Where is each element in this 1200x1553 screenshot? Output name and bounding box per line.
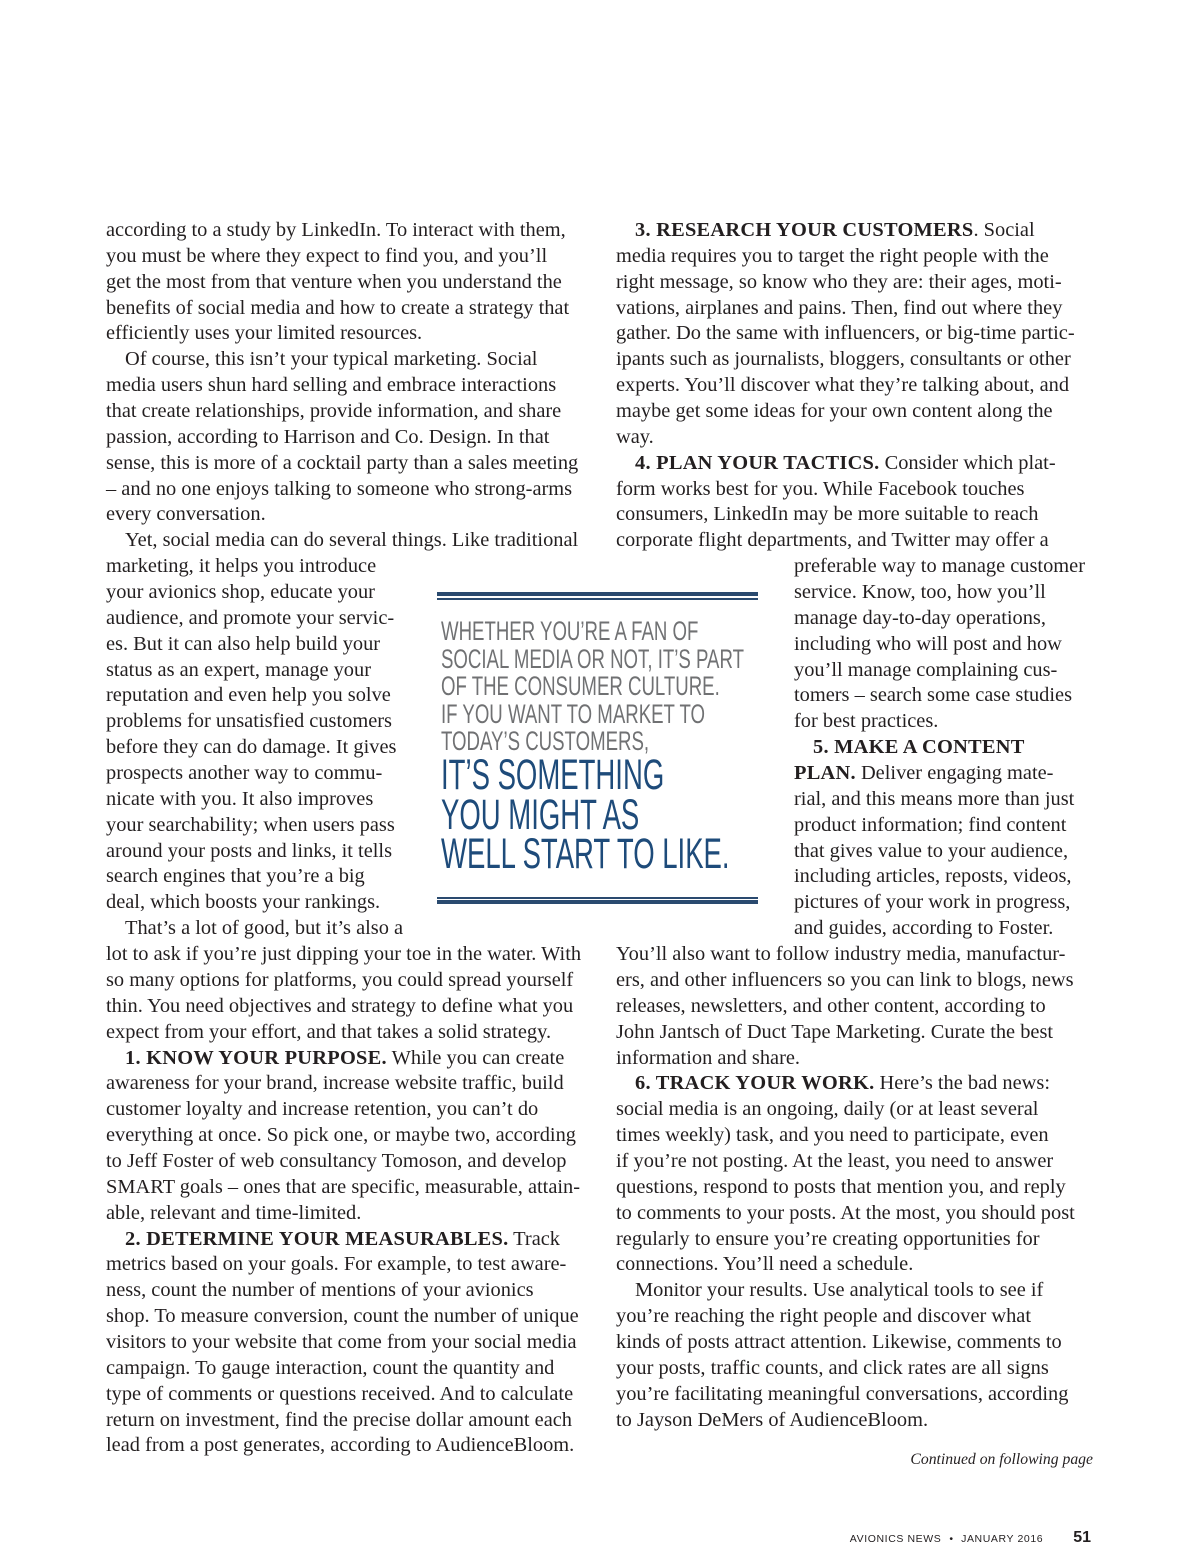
- text-line: [616, 399, 1106, 425]
- line-text: pictures of your work in progress,: [794, 891, 1071, 914]
- line-text: your searchability; when users pass: [106, 813, 395, 836]
- line-text: ipants such as journalists, bloggers, consultants or other: [616, 348, 1071, 371]
- pull-quote: [437, 592, 758, 904]
- line-text: metrics based on your goals. For example, to test aware-: [106, 1253, 567, 1276]
- text-line: [616, 916, 1106, 942]
- text-line: [616, 1097, 1106, 1123]
- line-text: visitors to your website that come from your social media: [106, 1330, 577, 1353]
- text-line: [616, 1252, 1106, 1278]
- text-line: [616, 1123, 1106, 1149]
- pull-quote-emphasis: [441, 751, 758, 878]
- line-text: expect from your effort, and that takes a solid strategy.: [106, 1020, 552, 1043]
- page-footer: [850, 1529, 1091, 1548]
- line-text: Deliver engaging mate-: [855, 762, 1054, 785]
- paragraph: [616, 1071, 1106, 1278]
- text-line: [616, 1201, 1106, 1227]
- line-text: nicate with you. It also improves: [106, 787, 374, 810]
- section-heading: 2. DETERMINE YOUR MEASURABLES.: [125, 1227, 509, 1250]
- line-text: your posts, traffic counts, and click rates are all signs: [616, 1356, 1049, 1379]
- text-line: [106, 270, 596, 296]
- pull-quote-bottom-rule: [437, 900, 758, 904]
- text-line: [106, 1304, 596, 1330]
- line-text: releases, newsletters, and other content, according to: [616, 994, 1046, 1017]
- text-line: [106, 244, 596, 270]
- line-text: problems for unsatisfied customers: [106, 710, 392, 733]
- text-line: [106, 218, 596, 244]
- line-text: including articles, reposts, videos,: [794, 865, 1072, 888]
- text-line: [616, 1020, 1106, 1046]
- text-line: [106, 1201, 596, 1227]
- line-text: for best practices.: [794, 710, 939, 733]
- section-heading: 1. KNOW YOUR PURPOSE.: [125, 1046, 387, 1069]
- line-text: Monitor your results. Use analytical tools to see if: [635, 1279, 1044, 1302]
- pull-quote-line: SOCIAL MEDIA OR NOT, IT’S PART: [441, 643, 744, 674]
- text-line: [106, 1278, 596, 1304]
- line-text: efficiently uses your limited resources.: [106, 322, 423, 345]
- text-line: [106, 994, 596, 1020]
- text-line: [616, 1356, 1106, 1382]
- section-heading: 5. MAKE A CONTENT: [813, 736, 1025, 759]
- text-line: [106, 554, 596, 580]
- line-text: form works best for you. While Facebook touches: [616, 477, 1025, 500]
- text-line: [106, 1149, 596, 1175]
- line-text: search engines that you’re a big: [106, 865, 365, 888]
- line-text: consumers, LinkedIn may be more suitable to reach: [616, 503, 1039, 526]
- line-text: You’ll also want to follow industry media, manufactur-: [616, 943, 1066, 966]
- line-text: marketing, it helps you introduce: [106, 555, 377, 578]
- text-line: [106, 1382, 596, 1408]
- text-line: [106, 1408, 596, 1434]
- line-text: way.: [616, 425, 654, 448]
- line-text: rial, and this means more than just: [794, 787, 1075, 810]
- paragraph: [106, 347, 596, 528]
- line-text: around your posts and links, it tells: [106, 839, 393, 862]
- pull-quote-line: OF THE CONSUMER CULTURE.: [441, 671, 720, 701]
- text-line: [616, 218, 1106, 244]
- line-text: every conversation.: [106, 503, 266, 526]
- pull-quote-emphasis-line: IT’S SOMETHING: [441, 751, 665, 799]
- line-text: Here’s the bad news:: [874, 1072, 1050, 1095]
- line-text: so many options for platforms, you could spread yourself: [106, 968, 574, 991]
- pull-quote-line: TODAY’S CUSTOMERS,: [441, 726, 650, 756]
- line-text: you’re reaching the right people and discover what: [616, 1305, 1032, 1328]
- text-line: [616, 1408, 1106, 1434]
- page-number: 51: [1073, 1529, 1091, 1546]
- text-line: [616, 554, 1106, 580]
- line-text: While you can create: [386, 1046, 565, 1069]
- line-text: reputation and even help you solve: [106, 684, 391, 707]
- text-line: [106, 347, 596, 373]
- line-text: able, relevant and time-limited.: [106, 1201, 362, 1224]
- text-line: [106, 968, 596, 994]
- line-text: passion, according to Harrison and Co. Design. In that: [106, 425, 550, 448]
- footer-separator: •: [949, 1533, 954, 1545]
- paragraph: [106, 916, 596, 1045]
- line-text: questions, respond to posts that mention you, and reply: [616, 1175, 1066, 1198]
- pull-quote-emphasis-line: YOU MIGHT AS: [441, 790, 640, 839]
- text-line: [106, 425, 596, 451]
- text-line: [106, 1356, 596, 1382]
- line-text: That’s a lot of good, but it’s also a: [125, 917, 404, 940]
- line-text: to Jeff Foster of web consultancy Tomoson, and develop: [106, 1149, 567, 1172]
- line-text: status as an expert, manage your: [106, 658, 371, 681]
- paragraph: [616, 1278, 1106, 1433]
- paragraph: [106, 1046, 596, 1227]
- line-text: media users shun hard selling and embrace interactions: [106, 374, 557, 397]
- line-text: experts. You’ll discover what they’re talking about, and: [616, 374, 1070, 397]
- line-text: corporate flight departments, and Twitter may offer a: [616, 529, 1049, 552]
- text-line: [616, 1071, 1106, 1097]
- line-text: audience, and promote your servic-: [106, 606, 395, 629]
- line-text: return on investment, find the precise dollar amount each: [106, 1408, 572, 1431]
- line-text: sense, this is more of a cocktail party than a sales meeting: [106, 451, 579, 474]
- text-line: [106, 1020, 596, 1046]
- pull-quote-top-rule: [437, 592, 758, 596]
- line-text: campaign. To gauge interaction, count the quantity and: [106, 1356, 555, 1379]
- line-text: ness, count the number of mentions of your avionics: [106, 1279, 534, 1302]
- line-text: Consider which plat-: [879, 451, 1056, 474]
- text-line: [106, 1252, 596, 1278]
- line-text: awareness for your brand, increase website traffic, build: [106, 1072, 564, 1095]
- line-text: manage day-to-day operations,: [794, 606, 1046, 629]
- continued-note: Continued on following page: [910, 1451, 1093, 1468]
- line-text: John Jantsch of Duct Tape Marketing. Curate the best: [616, 1020, 1054, 1043]
- text-line: [616, 477, 1106, 503]
- line-text: including who will post and how: [794, 632, 1062, 655]
- line-text: you must be where they expect to find you, and you’ll: [106, 244, 548, 267]
- text-line: [106, 1330, 596, 1356]
- text-line: [106, 528, 596, 554]
- paragraph: [106, 1227, 596, 1460]
- pull-quote-top-hairline: [437, 598, 758, 600]
- text-line: [616, 296, 1106, 322]
- text-line: [106, 1433, 596, 1459]
- line-text: Of course, this isn’t your typical marketing. Social: [125, 348, 538, 371]
- pull-quote-emphasis-line: WELL START TO LIKE.: [441, 830, 730, 878]
- text-line: [106, 321, 596, 347]
- text-line: [106, 296, 596, 322]
- text-line: [106, 1175, 596, 1201]
- line-text: es. But it can also help build your: [106, 632, 381, 655]
- line-text: and guides, according to Foster.: [794, 917, 1054, 940]
- text-line: [106, 399, 596, 425]
- text-line: [106, 942, 596, 968]
- line-text: regularly to ensure you’re creating opportunities for: [616, 1227, 1040, 1250]
- line-text: type of comments or questions received. And to calculate: [106, 1382, 574, 1405]
- line-text: kinds of posts attract attention. Likewise, comments to: [616, 1330, 1062, 1353]
- line-text: information and share.: [616, 1046, 801, 1069]
- text-line: [106, 1071, 596, 1097]
- text-line: [616, 1227, 1106, 1253]
- line-text: that create relationships, provide information, and share: [106, 400, 562, 423]
- text-line: [616, 528, 1106, 554]
- line-text: preferable way to manage customer: [794, 555, 1085, 578]
- section-heading: 4. PLAN YOUR TACTICS.: [635, 451, 880, 474]
- line-text: social media is an ongoing, daily (or at least several: [616, 1098, 1039, 1121]
- text-line: [106, 477, 596, 503]
- text-line: [616, 994, 1106, 1020]
- line-text: according to a study by LinkedIn. To interact with them,: [106, 219, 566, 241]
- text-line: [616, 1278, 1106, 1304]
- text-line: [616, 451, 1106, 477]
- line-text: lead from a post generates, according to AudienceBloom.: [106, 1434, 575, 1457]
- line-text: SMART goals – ones that are specific, measurable, attain-: [106, 1175, 581, 1198]
- line-text: customer loyalty and increase retention, you can’t do: [106, 1098, 539, 1121]
- text-line: [616, 1330, 1106, 1356]
- line-text: gather. Do the same with influencers, or big-time partic-: [616, 322, 1075, 345]
- line-text: lot to ask if you’re just dipping your toe in the water. With: [106, 943, 582, 966]
- line-text: . Social: [973, 219, 1035, 241]
- paragraph: [616, 218, 1106, 451]
- line-text: product information; find content: [794, 813, 1067, 836]
- line-text: to Jayson DeMers of AudienceBloom.: [616, 1408, 929, 1431]
- text-line: [616, 1304, 1106, 1330]
- text-line: [616, 1382, 1106, 1408]
- line-text: service. Know, too, how you’ll: [794, 581, 1046, 604]
- issue-date: JANUARY 2016: [961, 1533, 1044, 1545]
- text-line: [616, 1149, 1106, 1175]
- line-text: get the most from that venture when you understand the: [106, 270, 562, 293]
- text-line: [106, 1227, 596, 1253]
- section-heading: PLAN.: [794, 762, 856, 785]
- pull-quote-bottom-hairline: [437, 897, 758, 899]
- text-line: [616, 968, 1106, 994]
- line-text: ers, and other influencers so you can link to blogs, news: [616, 968, 1074, 991]
- line-text: you’ll manage complaining cus-: [794, 658, 1058, 681]
- line-text: vations, airplanes and pains. Then, find out where they: [616, 296, 1063, 319]
- line-text: times weekly) task, and you need to participate, even: [616, 1124, 1049, 1147]
- line-text: – and no one enjoys talking to someone who strong-arms: [106, 477, 573, 500]
- pull-quote-lead: [441, 618, 758, 756]
- text-line: [106, 373, 596, 399]
- pull-quote-line: WHETHER YOU’RE A FAN OF: [441, 616, 699, 646]
- line-text: right message, so know who they are: their ages, moti-: [616, 270, 1062, 293]
- publication-name: AVIONICS NEWS: [849, 1533, 942, 1545]
- line-text: prospects another way to commu-: [106, 762, 383, 785]
- line-text: shop. To measure conversion, count the number of unique: [106, 1305, 579, 1328]
- line-text: your avionics shop, educate your: [106, 581, 375, 604]
- text-line: [106, 1046, 596, 1072]
- section-heading: 6. TRACK YOUR WORK.: [635, 1072, 875, 1095]
- text-line: [616, 1046, 1106, 1072]
- line-text: deal, which boosts your rankings.: [106, 891, 381, 914]
- line-text: maybe get some ideas for your own content along the: [616, 400, 1053, 423]
- line-text: benefits of social media and how to create a strategy that: [106, 296, 570, 319]
- line-text: thin. You need objectives and strategy to define what you: [106, 994, 574, 1017]
- line-text: Track: [508, 1227, 561, 1250]
- text-line: [106, 451, 596, 477]
- text-line: [616, 425, 1106, 451]
- line-text: everything at once. So pick one, or maybe two, according: [106, 1124, 576, 1147]
- line-text: Yet, social media can do several things. Like traditional: [125, 529, 579, 552]
- section-heading: 3. RESEARCH YOUR CUSTOMERS: [635, 219, 974, 241]
- line-text: connections. You’ll need a schedule.: [616, 1253, 914, 1276]
- line-text: that gives value to your audience,: [794, 839, 1069, 862]
- pull-quote-line: IF YOU WANT TO MARKET TO: [441, 698, 705, 729]
- paragraph: [106, 218, 596, 347]
- text-line: [616, 373, 1106, 399]
- text-line: [616, 502, 1106, 528]
- text-line: [616, 321, 1106, 347]
- text-line: [616, 347, 1106, 373]
- text-line: [616, 244, 1106, 270]
- line-text: if you’re not posting. At the least, you need to answer: [616, 1149, 1054, 1172]
- line-text: to comments to your posts. At the most, you should post: [616, 1201, 1075, 1224]
- line-text: before they can do damage. It gives: [106, 736, 397, 759]
- text-line: [106, 502, 596, 528]
- line-text: you’re facilitating meaningful conversations, according: [616, 1382, 1069, 1405]
- line-text: tomers – search some case studies: [794, 684, 1073, 707]
- text-line: [616, 1175, 1106, 1201]
- text-line: [106, 1123, 596, 1149]
- text-line: [106, 1097, 596, 1123]
- text-line: [616, 942, 1106, 968]
- line-text: media requires you to target the right people with the: [616, 244, 1049, 267]
- text-line: [616, 270, 1106, 296]
- text-line: [106, 916, 596, 942]
